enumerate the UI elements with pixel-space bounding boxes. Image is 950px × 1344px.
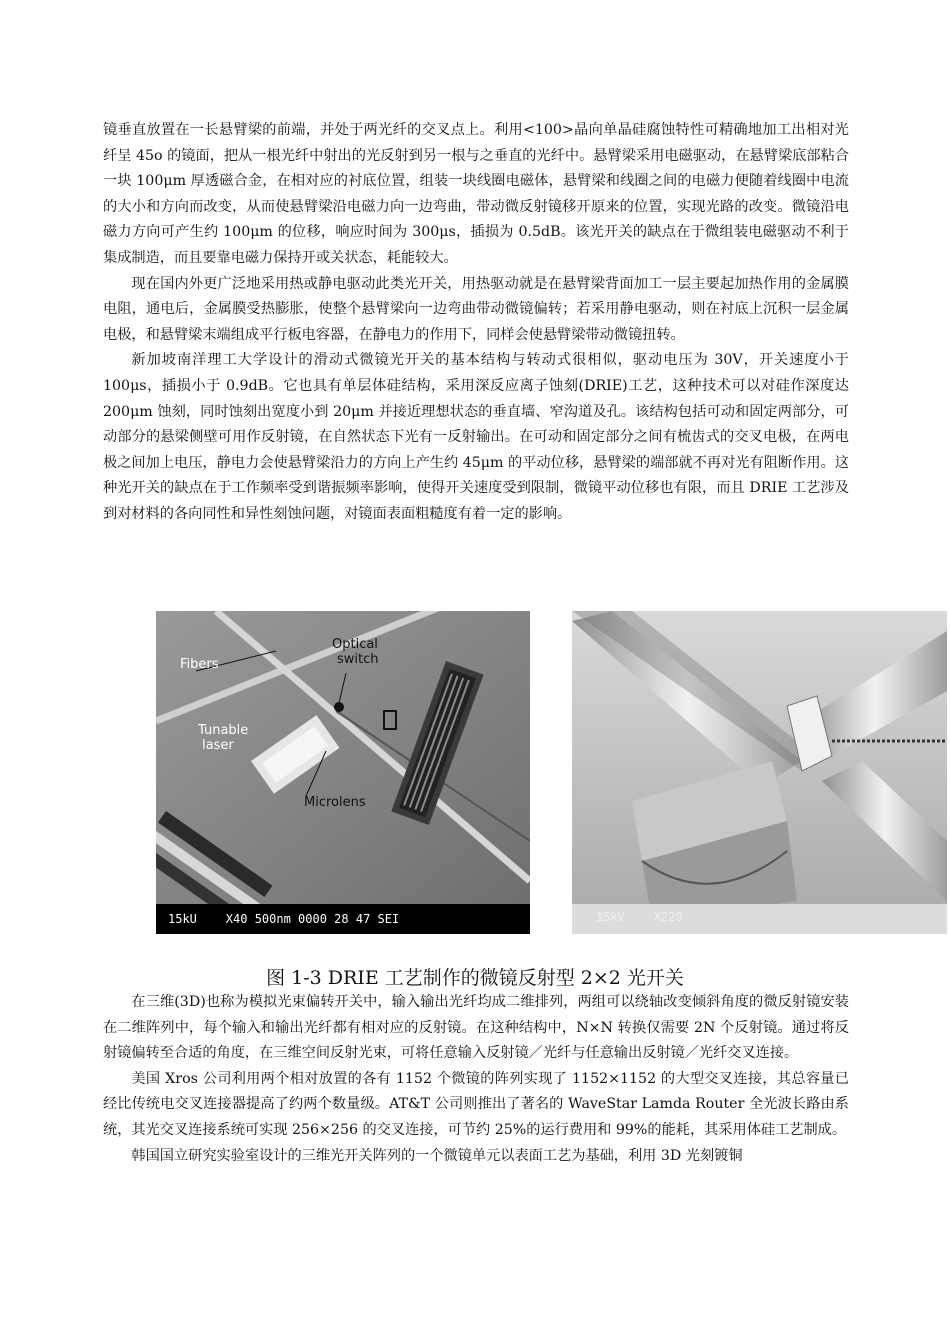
- paragraph: 在三维(3D)也称为模拟光束偏转开关中，输入输出光纤均成二维排列，两组可以绕轴改变倾斜角度的微反射镜安装在二维阵列中，每个输入和输出光纤都有相对应的反射镜。在这种结构中，N×N 转换仅需要 2N 个反射镜。通过将反射镜偏转至合适的角度，在三维空间反射光束，可将任意输入反射镜／光纤与任意输出反射镜／光纤交叉连接。: [103, 994, 849, 1062]
- paragraph: 新加坡南洋理工大学设计的滑动式微镜光开关的基本结构与转动式很相似，驱动电压为 30V，开关速度小于 100μs，插损小于 0.9dB。它也具有单层体硅结构，采用深反应离子蚀刻(DRIE)工艺，这种技术可以对硅作深度达 200μm 蚀刻，同时蚀刻出宽度小到 20μm 并接近理想状态的垂直墙、窄沟道及孔。该结构包括可动和固定两部分，可动部分的悬梁侧壁可用作反射镜，在自然状态下光有一反射输出。在可动和固定部分之间有梳齿式的交叉电极，在两电极之间加上电压，静电力会使悬臂梁沿力的方向上产生约 45μm 的平动位移，悬臂梁的端部就不再对光有阻断作用。这种光开关的缺点在于工作频率受到谐振频率影响，使得开关速度受到限制，微镜平动位移也有限，而且 DRIE 工艺涉及到对材料的各向同性和异性刻蚀问题，对镜面表面粗糙度有着一定的影响。: [103, 352, 849, 522]
- body-text-bottom: [103, 990, 849, 1169]
- sem-image-drawing: [572, 611, 947, 934]
- sem-micrograph-mirror-structure: [572, 611, 947, 934]
- label-fibers: Fibers: [180, 657, 219, 672]
- paragraph: 韩国国立研究实验室设计的三维光开关阵列的一个微镜单元以表面工艺为基础，利用 3D 光刻镀铜: [131, 1147, 743, 1164]
- label-tunable-line2: laser: [202, 738, 234, 753]
- body-text-top: [103, 118, 849, 528]
- sem-info-bar: [156, 904, 530, 934]
- sem-info-text: 15kU X40 500nm 0000 28 47 SEI: [168, 912, 400, 926]
- label-optical-switch-line2: switch: [337, 652, 379, 667]
- paragraph: 现在国内外更广泛地采用热或静电驱动此类光开关，用热驱动就是在悬臂梁背面加工一层主要起加热作用的金属膜电阻，通电后，金属膜受热膨胀，使整个悬臂梁向一边弯曲带动微镜偏转；若采用静电驱动，则在衬底上沉积一层金属电极，和悬臂梁末端组成平行板电容器，在静电力的作用下，同样会使悬臂梁带动微镜扭转。: [103, 275, 849, 343]
- label-optical-switch-line1: Optical: [332, 637, 378, 652]
- paragraph: 美国 Xros 公司利用两个相对放置的各有 1152 个微镜的阵列实现了 1152×1152 的大型交叉连接，其总容量已经比传统电交叉连接器提高了约两个数量级。AT&T 公司则推出了著名的 WaveStar Lamda Router 全光波长路由系统，其光交叉连接系统可实现 256×256 的交叉连接，可节约 25%的运行费用和 99%的能耗，其采用体硅工艺制成。: [103, 1070, 849, 1138]
- label-tunable-line1: Tunable: [198, 723, 249, 738]
- sem-micrograph-optical-switch: [156, 611, 530, 934]
- paragraph: 镜垂直放置在一长悬臂梁的前端，并处于两光纤的交叉点上。利用<100>晶向单晶硅腐蚀特性可精确地加工出相对光纤呈 45o 的镜面，把从一根光纤中射出的光反射到另一根与之垂直的光纤中。悬臂梁采用电磁驱动，在悬臂梁底部粘合一块 100μm 厚透磁合金，在相对应的衬底位置，组装一块线圈电磁体，悬臂梁和线圈之间的电磁力便随着线圈中电流的大小和方向而改变，从而使悬臂梁沿电磁力向一边弯曲，带动微反射镜移开原来的位置，实现光路的改变。微镜沿电磁力方向可产生约 100μm 的位移，响应时间为 300μs，插损为 0.5dB。该光开关的缺点在于微组装电磁驱动不利于集成制造，而且要靠电磁力保持开或关状态，耗能较大。: [103, 122, 849, 266]
- label-microlens: Microlens: [304, 795, 366, 810]
- figure-caption: 图 1-3 DRIE 工艺制作的微镜反射型 2×2 光开关: [266, 967, 684, 989]
- sem-info-text: 15kV X220: [596, 910, 683, 924]
